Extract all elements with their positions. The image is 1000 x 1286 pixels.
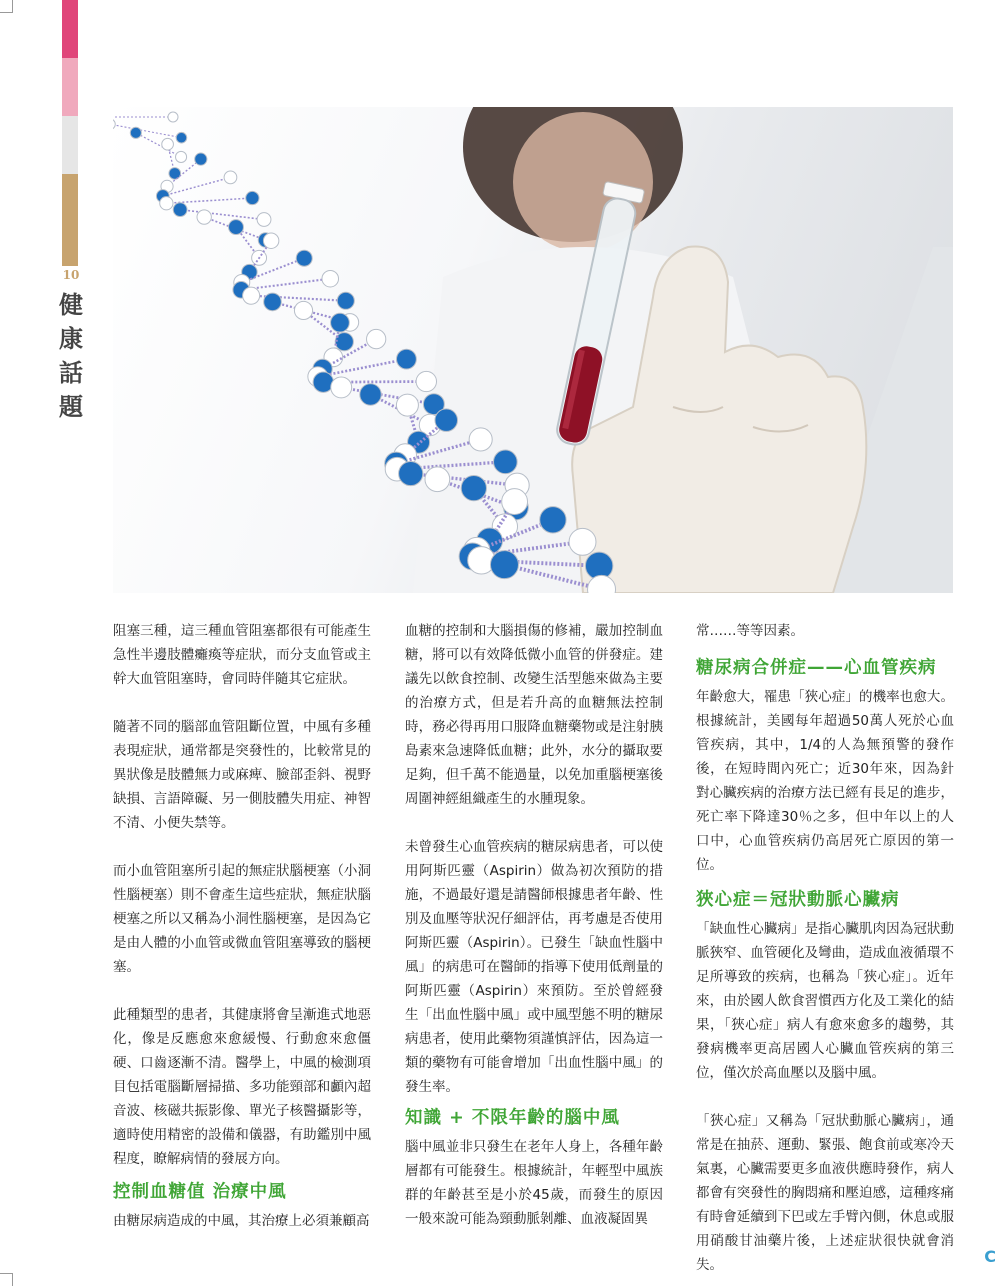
paragraph: 「狹心症」又稱為「冠狀動脈心臟病」，通常是在抽菸、運動、緊張、飽食前或寒冷天氣裏，心臟需要更多血液供應時發作，病人都會有突發性的胸悶痛和壓迫感，這種疼痛有時會延續到下巴或左手臂內側，休息或服用硝酸甘油藥片後，上述症狀很快就會消失。 bbox=[696, 1113, 954, 1273]
dna-bead bbox=[502, 489, 528, 515]
dna-bead bbox=[331, 377, 352, 398]
dna-bead bbox=[176, 151, 187, 162]
color-tab-grey bbox=[62, 116, 78, 174]
dna-bead bbox=[263, 233, 278, 248]
section-title: 健康話題 bbox=[59, 290, 83, 421]
dna-bead bbox=[169, 168, 181, 180]
dna-bead bbox=[435, 409, 458, 432]
dna-bead bbox=[294, 301, 312, 319]
paragraph: 此種類型的患者，其健康將會呈漸進式地惡化，像是反應愈來愈緩慢、行動愈來愈僵硬、口齒逐漸不清。醫學上，中風的檢測項目包括電腦斷層掃描、多功能頸部和顱內超音波、核磁共振影像、單光子核醫攝影等，適時使用精密的設備和儀器，有助鑑別中風程度，瞭解病情的發展方向。 bbox=[113, 1007, 371, 1167]
hero-image bbox=[113, 107, 953, 593]
dna-bead bbox=[162, 138, 174, 150]
dna-bead bbox=[243, 287, 260, 304]
dna-bead bbox=[173, 203, 187, 217]
dna-bead bbox=[396, 394, 418, 416]
dna-bead bbox=[360, 384, 381, 405]
dna-bead bbox=[229, 220, 244, 235]
dna-bead bbox=[168, 112, 178, 122]
dna-bead bbox=[257, 213, 271, 227]
dna-bead bbox=[490, 551, 518, 579]
paragraph: 常……等等因素。 bbox=[696, 623, 804, 639]
color-tab-light-pink bbox=[62, 58, 78, 116]
dna-bead bbox=[264, 293, 282, 311]
paragraph: 年齡愈大，罹患「狹心症」的機率也愈大。根據統計，美國每年超過50萬人死於心血管疾病，其中，1/4的人為無預警的發作後，在短時間內死亡；近30年來，因為針對心臟疾病的治療方法已經有長足的進步，死亡率下降達30％之多，但中年以上的人口中，心血管疾病仍高居死亡原因的第一位。 bbox=[696, 689, 954, 873]
dna-bead bbox=[569, 528, 596, 555]
dna-bead bbox=[224, 171, 237, 184]
dna-bead bbox=[246, 191, 259, 204]
dna-bead bbox=[337, 292, 354, 309]
dna-bead bbox=[130, 127, 141, 138]
section-heading: 控制血糖值 治療中風 bbox=[113, 1182, 287, 1202]
crop-mark-bottom-left bbox=[0, 1273, 13, 1286]
dna-bead bbox=[197, 210, 211, 224]
page-number: 10 bbox=[62, 268, 80, 282]
section-heading: 糖尿病合併症——心血管疾病 bbox=[696, 658, 937, 678]
paragraph: 阻塞三種，這三種血管阻塞都很有可能產生急性半邊肢體癱瘓等症狀，而分支血管或主幹大血管阻塞時，會同時伴隨其它症狀。 bbox=[113, 623, 371, 687]
dna-bead bbox=[367, 329, 386, 348]
paragraph: 隨著不同的腦部血管阻斷位置，中風有多種表現症狀，通常都是突發性的，比較常見的異狀像是肢體無力或麻痺、臉部歪斜、視野缺損、言語障礙、另一側肢體失用症、神智不清、小便失禁等。 bbox=[113, 719, 371, 831]
paragraph: 由糖尿病造成的中風，其治療上必須兼顧高 bbox=[113, 1213, 370, 1229]
text-column-1 bbox=[113, 619, 371, 1233]
paragraph: 未曾發生心血管疾病的糖尿病患者，可以使用阿斯匹靈（Aspirin）做為初次預防的措施，不過最好還是請醫師根據患者年齡、性別及血壓等狀況仔細評估，再考慮是否使用阿斯匹靈（Aspirin）。已發生「缺血性腦中風」的病患可在醫師的指導下使用低劑量的阿斯匹靈（Aspirin）來預防。至於曾經發生「出血性腦中風」或中風型態不明的糖尿病患者，使用此藥物須謹慎評估，因為這一類的藥物有可能會增加「出血性腦中風」的發生率。 bbox=[405, 839, 663, 1095]
dna-bead bbox=[176, 132, 187, 143]
color-tab-pink bbox=[62, 0, 78, 58]
corner-mark: C bbox=[984, 1247, 996, 1266]
text-column-2 bbox=[405, 619, 663, 1231]
dna-bead bbox=[425, 467, 450, 492]
paragraph: 「缺血性心臟病」是指心臟肌肉因為冠狀動脈狹窄、血管硬化及彎曲，造成血液循環不足所導致的疾病，也稱為「狹心症」。近年來，由於國人飲食習慣西方化及工業化的結果，「狹心症」病人有愈來愈多的趨勢，其發病機率更高居國人心臟血管疾病的第三位，僅次於高血壓以及腦中風。 bbox=[696, 921, 954, 1081]
paragraph: 而小血管阻塞所引起的無症狀腦梗塞（小洞性腦梗塞）則不會產生這些症狀，無症狀腦梗塞之所以又稱為小洞性腦梗塞，是因為它是由人體的小血管或微血管阻塞導致的腦梗塞。 bbox=[113, 863, 371, 975]
dna-bead bbox=[296, 250, 312, 266]
dna-bead bbox=[160, 197, 173, 210]
dna-bead bbox=[399, 461, 423, 485]
color-tab-gold bbox=[62, 174, 78, 266]
dna-bead bbox=[195, 153, 207, 165]
paragraph: 腦中風並非只發生在老年人身上，各種年齡層都有可能發生。根據統計，年輕型中風族群的年齡甚至是小於45歲，而發生的原因一般來說可能為頸動脈剝離、血液凝固異 bbox=[405, 1139, 663, 1227]
section-heading: 狹心症＝冠狀動脈心臟病 bbox=[696, 890, 900, 910]
dna-bead bbox=[331, 313, 350, 332]
dna-bead bbox=[113, 119, 115, 130]
dna-bead bbox=[494, 450, 518, 474]
crop-mark-top-left bbox=[0, 0, 13, 13]
dna-bead bbox=[322, 270, 339, 287]
dna-bead bbox=[461, 475, 486, 500]
dna-bead bbox=[397, 349, 417, 369]
section-heading: 知識 + 不限年齡的腦中風 bbox=[405, 1108, 620, 1128]
paragraph: 血糖的控制和大腦損傷的修補，嚴加控制血糖，將可以有效降低微小血管的併發症。建議先以飲食控制、改變生活型態來做為主要的治療方式，但是若升高的血糖無法控制時，務必得再用口服降血糖藥物或是注射胰島素來急速降低血糖；此外，水分的攝取要足夠，但千萬不能過量，以免加重腦梗塞後周圍神經組織產生的水腫現象。 bbox=[405, 623, 663, 807]
dna-bead bbox=[335, 333, 353, 351]
dna-bead bbox=[469, 428, 492, 451]
text-column-3 bbox=[696, 619, 954, 1277]
dna-bead bbox=[416, 371, 436, 391]
dna-bead bbox=[540, 507, 566, 533]
